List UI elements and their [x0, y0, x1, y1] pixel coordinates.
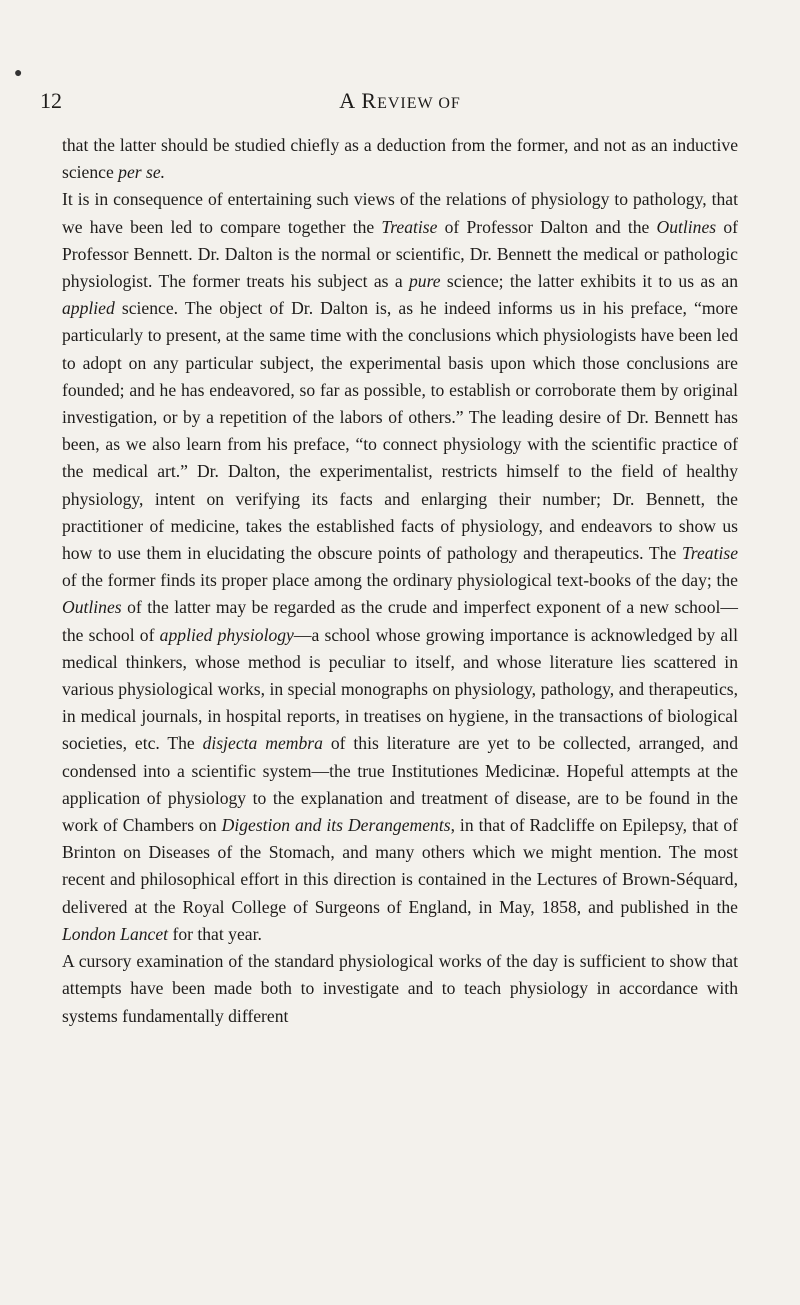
text-run: —a school whose growing importance is acknowledged by all medical thinkers, whose method is peculiar to itself, and whose literature lies scattered in various physiological works, in special monographs on physiology, pathology, and therapeutics, in medical journals, in hospital reports, in treatises on hygiene, in the transactions of biological societies, etc. The: [62, 624, 739, 754]
italic-text: Digestion and its Derangements: [221, 815, 451, 836]
text-run: , in that of Radcliffe on Epilepsy, that of Brinton on Diseases of the Stomach, and many others which we might mention. The most recent and philosophical effort in this direction is contained in the Lectures of Brown-Séquard, delivered at the Royal College of Surgeons of England, in May, 1858, and published in the: [62, 815, 739, 917]
running-title-smallcaps: EVIEW OF: [377, 95, 461, 112]
italic-text: Outlines: [656, 216, 717, 237]
text-run: of the latter may be regarded as the crude and imperfect exponent of a new school—the school of: [62, 597, 738, 645]
page-number: 12: [40, 88, 62, 113]
text-run: A cursory examination of the standard physiological works of the day is sufficient to show that attempts have been made both to investigate and to teach physiology in accordance with systems fundamentally different: [62, 951, 738, 1026]
document-page: [40, 88, 739, 1030]
italic-text: applied physiology: [159, 624, 294, 645]
text-run: science. The object of Dr. Dalton is, as he indeed informs us in his preface, “more particularly to present, at the same time with the conclusions which physiologists have been led to adopt on any particular subject, the experimental basis upon which those conclusions are founded; and he has endeavored, so far as possible, to establish or corroborate them by original investigation, or by a repetition of the labors of others.” The leading desire of Dr. Bennett has been, as we also learn from his preface, “to connect physiology with the scientific practice of the medical art.” Dr. Dalton, the experimentalist, restricts himself to the field of healthy physiology, intent on verifying its facts and enlarging their number; Dr. Bennett, the practitioner of medicine, takes the established facts of physiology, and endeavors to show us how to use them in elucidating the obscure points of pathology and therapeutics. The: [62, 298, 738, 564]
text-run: of the former finds its proper place among the ordinary physiological text-books of the day; the: [62, 570, 738, 591]
text-run: It is in consequence of entertaining such views of the relations of physiology to pathology, that we have been led to compare together the: [62, 189, 738, 237]
running-title: [62, 88, 738, 114]
text-run: of this literature are yet to be collected, arranged, and condensed into a scientific system—the true Institutiones Medicinæ. Hopeful attempts at the application of physiology to the explanation and treatment of disease, are to be found in the work of Chambers on: [62, 733, 738, 836]
italic-text: Treatise: [681, 543, 738, 564]
italic-text: pure: [408, 271, 441, 292]
paragraph: [62, 186, 738, 948]
italic-text: per se.: [118, 162, 166, 183]
italic-text: Outlines: [62, 597, 122, 618]
italic-text: Treatise: [381, 216, 438, 237]
text-run: that the latter should be studied chiefly as a deduction from the former, and not as an inductive science: [62, 135, 738, 183]
text-run: of Professor Dalton and the: [437, 216, 657, 237]
text-run: science; the latter exhibits it to us as an: [440, 271, 738, 292]
italic-text: London Lancet: [62, 923, 169, 944]
paragraph: [62, 132, 738, 186]
italic-text: disjecta membra: [202, 733, 323, 754]
running-title-initial: A R: [339, 88, 378, 113]
italic-text: applied: [62, 298, 115, 319]
text-run: for that year.: [168, 923, 262, 944]
margin-mark: ●: [14, 66, 23, 81]
text-run: of Professor Bennett. Dr. Dalton is the normal or scientific, Dr. Bennett the medical or pathologic physiologist. The former treats his subject as a: [62, 216, 738, 292]
body-text: [62, 132, 738, 1030]
paragraph: [62, 948, 738, 1030]
running-head: [40, 88, 738, 122]
